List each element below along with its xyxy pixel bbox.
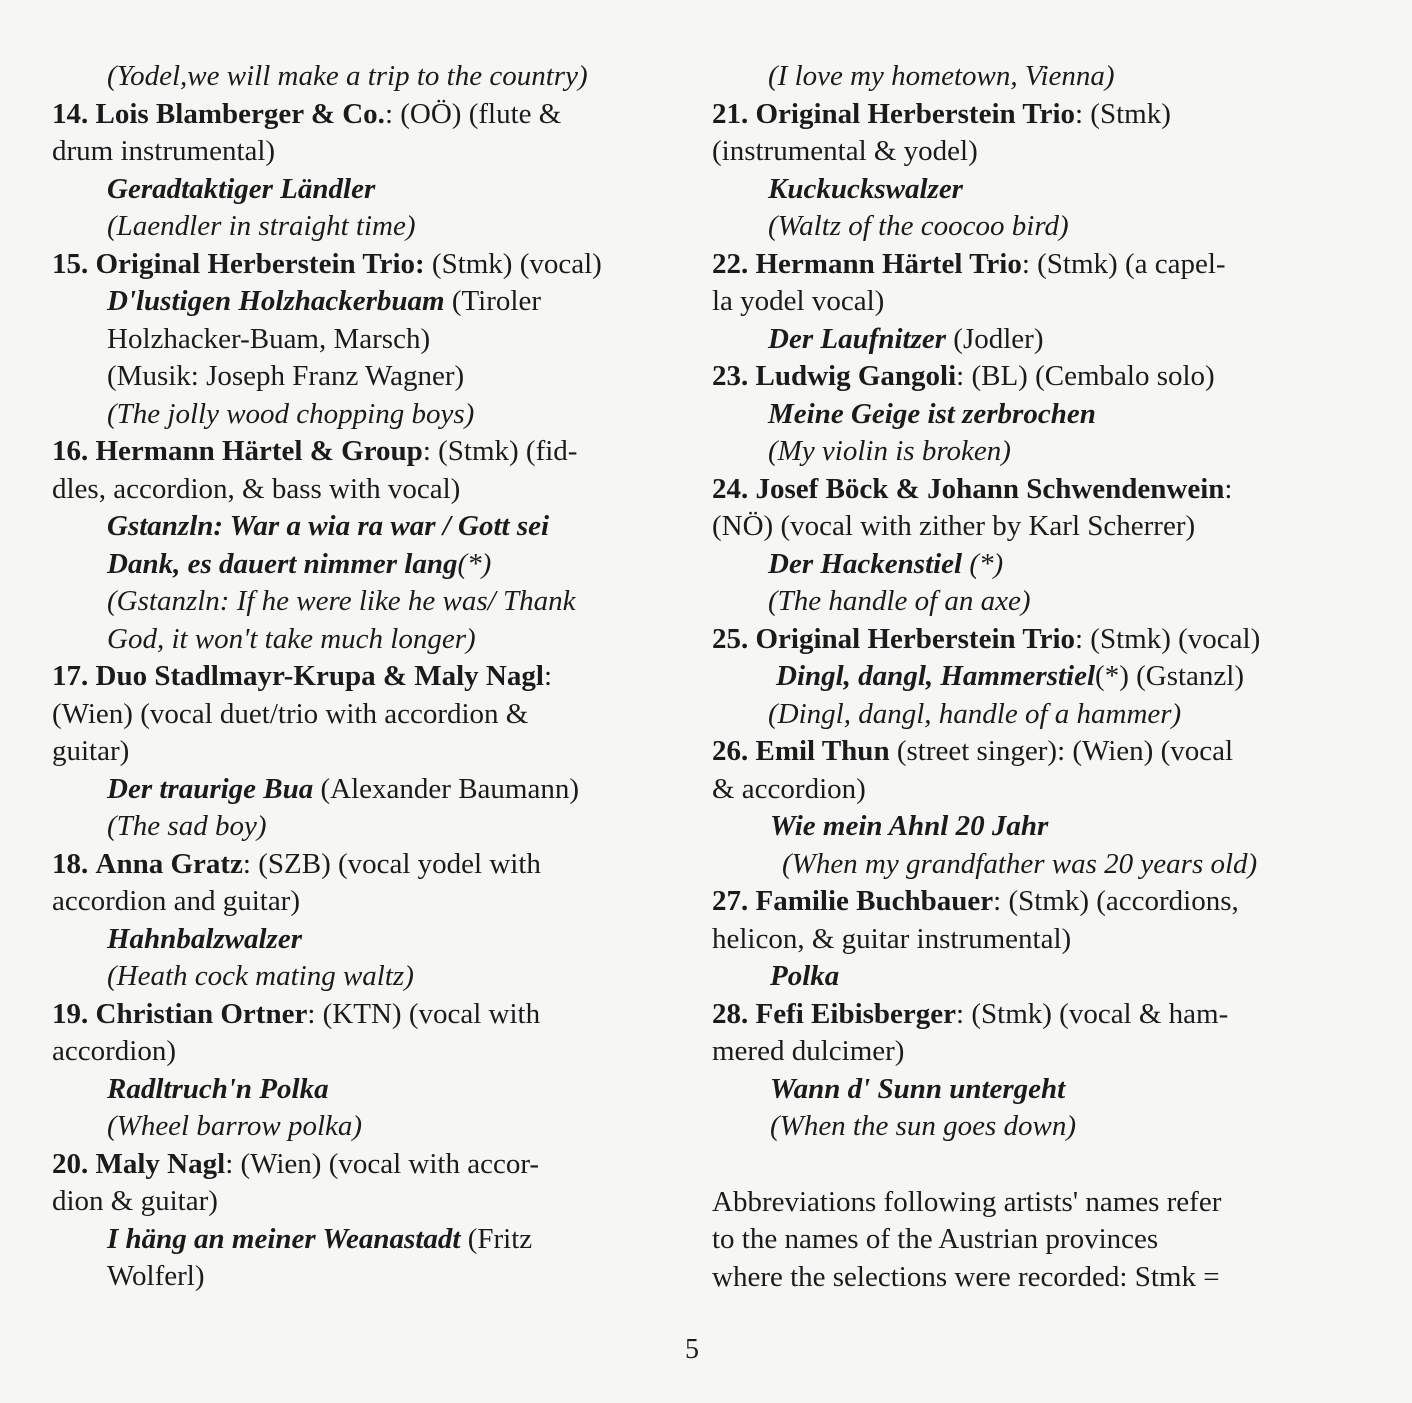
track-details: (Stmk) (vocal) [424, 247, 602, 280]
track-title-line [712, 658, 1334, 696]
track-details: la yodel vocal) [712, 285, 885, 317]
track-number: 18. [52, 847, 89, 880]
track-details: (Wien) (vocal duet/trio with accordion & [52, 697, 529, 730]
track-title-extra: (Jodler) [946, 322, 1044, 355]
track-details: : (Stmk) (vocal & ham- [956, 997, 1229, 1030]
track-details: : (Stmk) [1075, 97, 1171, 130]
track-artist: Emil Thun [755, 735, 890, 767]
track-title-line [52, 771, 662, 809]
track-details: & accordion) [712, 772, 866, 805]
track-details: (instrumental & yodel) [712, 135, 978, 167]
track-details: : (KTN) (vocal with [307, 997, 541, 1030]
track-title-line [52, 1221, 662, 1259]
track-artist: Christian Ortner [95, 997, 308, 1030]
track-25-header [712, 621, 1334, 659]
track-translation: (Dingl, dangl, handle of a hammer) [768, 697, 1182, 730]
spacer [712, 1146, 1334, 1184]
abbreviations-line: where the selections were recorded: Stmk = [712, 1260, 1220, 1293]
track-22-header [712, 246, 1334, 284]
track-translation: (The handle of an axe) [768, 585, 1031, 617]
page-number-text: 5 [685, 1334, 699, 1365]
track-number: 14. [52, 97, 89, 130]
track-details: : (Wien) (vocal with accor- [225, 1147, 540, 1180]
track-artist: Hermann Härtel Trio [755, 247, 1022, 280]
track-artist: Familie Buchbauer [755, 885, 994, 917]
track-title-extra: (Alexander Baumann) [313, 772, 579, 805]
track-translation: (My violin is broken) [768, 435, 1011, 467]
track-details: : (BL) (Cembalo solo) [956, 360, 1215, 392]
track-title-line [712, 546, 1334, 584]
right-column [712, 58, 1334, 1296]
track-title: Hahnbalzwalzer [107, 922, 302, 955]
track-translation: (Yodel,we will make a trip to the country) [107, 60, 588, 92]
track-artist: Original Herberstein Trio [755, 97, 1075, 130]
track-artist: Maly Nagl [95, 1147, 226, 1180]
track-details: dles, accordion, & bass with vocal) [52, 472, 461, 505]
track-title: D'lustigen Holzhackerbuam [107, 285, 445, 317]
track-details: : (Stmk) (vocal) [1075, 622, 1261, 655]
track-translation: (When the sun goes down) [770, 1110, 1077, 1142]
track-17-header [52, 658, 662, 696]
track-artist: Lois Blamberger & Co. [95, 97, 385, 130]
track-details: : (Stmk) (accordions, [993, 885, 1239, 917]
track-details: : [1224, 472, 1233, 505]
track-artist: Duo Stadlmayr-Krupa & Maly Nagl [95, 660, 544, 692]
track-title: Der traurige Bua [107, 772, 314, 805]
track-artist: Anna Gratz [95, 847, 243, 880]
track-title-line [712, 321, 1334, 359]
track-number: 21. [712, 97, 749, 130]
track-title-extra: (Tiroler [444, 285, 541, 317]
track-details: : (OÖ) (flute & [384, 97, 562, 130]
track-credit: (Musik: Joseph Franz Wagner) [107, 360, 465, 392]
track-translation: (I love my hometown, Vienna) [768, 60, 1115, 92]
track-title: Dank, es dauert nimmer lang [107, 547, 458, 580]
track-details: guitar) [52, 735, 130, 767]
abbreviations-line: to the names of the Austrian provinces [712, 1223, 1159, 1255]
track-number: 19. [52, 997, 89, 1030]
track-title-mark: (*) [962, 547, 1004, 580]
track-title: Wie mein Ahnl 20 Jahr [770, 810, 1049, 842]
track-details: mered dulcimer) [712, 1035, 905, 1067]
track-artist: Ludwig Gangoli [755, 360, 957, 392]
track-translation: (The jolly wood chopping boys) [107, 397, 475, 430]
abbreviations-line: Abbreviations following artists' names refer [712, 1185, 1222, 1218]
track-translation: (Waltz of the coocoo bird) [768, 210, 1069, 242]
track-details: (NÖ) (vocal with zither by Karl Scherrer) [712, 510, 1196, 542]
track-translation: (Gstanzln: If he were like he was/ Thank [107, 585, 576, 617]
track-26-header [712, 733, 1334, 771]
track-details: drum instrumental) [52, 135, 276, 167]
track-title-extra: (Fritz [460, 1222, 533, 1255]
track-title: Radltruch'n Polka [107, 1072, 329, 1105]
track-number: 16. [52, 435, 89, 467]
track-details: : (Stmk) (fid- [422, 435, 578, 467]
track-details: : (Stmk) (a capel- [1021, 247, 1226, 280]
track-title: Polka [770, 960, 840, 992]
left-column [52, 58, 662, 1296]
track-20-header [52, 1146, 662, 1184]
track-number: 28. [712, 997, 749, 1030]
track-translation: (Laendler in straight time) [107, 210, 416, 242]
track-number: 22. [712, 247, 749, 280]
track-artist: Josef Böck & Johann Schwendenwein [755, 472, 1225, 505]
track-details: dion & guitar) [52, 1185, 218, 1217]
track-details: : (SZB) (vocal yodel with [242, 847, 541, 880]
track-translation: God, it won't take much longer) [107, 622, 476, 655]
track-artist: Original Herberstein Trio: [95, 247, 425, 280]
track-details: : [543, 660, 552, 692]
track-translation: (When my grandfather was 20 years old) [782, 847, 1258, 880]
track-translation: (The sad boy) [107, 810, 267, 842]
track-details: (street singer): (Wien) (vocal [889, 735, 1234, 767]
track-artist: Original Herberstein Trio [755, 622, 1075, 655]
track-number: 15. [52, 247, 89, 280]
track-title-line [52, 283, 662, 321]
track-title-extra: (*) (Gstanzl) [1095, 660, 1244, 692]
track-16-header [52, 433, 662, 471]
track-title-mark: (*) [457, 547, 492, 580]
track-18-header [52, 846, 662, 884]
track-artist: Fefi Eibisberger [755, 997, 957, 1030]
track-28-header [712, 996, 1334, 1034]
track-number: 25. [712, 622, 749, 655]
track-23-header [712, 358, 1334, 396]
track-translation: (Heath cock mating waltz) [107, 960, 414, 992]
track-number: 23. [712, 360, 749, 392]
track-15-header [52, 246, 662, 284]
track-title: Dingl, dangl, Hammerstiel [776, 660, 1096, 692]
track-title-extra: Holzhacker-Buam, Marsch) [107, 322, 431, 355]
track-number: 26. [712, 735, 749, 767]
page-number [0, 1334, 1412, 1366]
track-title: Meine Geige ist zerbrochen [768, 397, 1096, 430]
track-14-header [52, 96, 662, 134]
track-number: 24. [712, 472, 749, 505]
track-title: Kuckuckswalzer [768, 172, 963, 205]
track-number: 20. [52, 1147, 89, 1180]
track-title-extra: Wolferl) [107, 1260, 205, 1292]
track-details: accordion and guitar) [52, 885, 301, 917]
track-title-line [52, 546, 662, 584]
track-19-header [52, 996, 662, 1034]
track-27-header [712, 883, 1334, 921]
track-details: helicon, & guitar instrumental) [712, 922, 1072, 955]
track-title: Der Hackenstiel [768, 547, 963, 580]
track-title: Der Laufnitzer [768, 322, 947, 355]
track-title: Wann d' Sunn untergeht [770, 1072, 1066, 1105]
track-details: accordion) [52, 1035, 176, 1067]
track-title: Geradtaktiger Ländler [107, 172, 376, 205]
track-number: 17. [52, 660, 89, 692]
track-title: Gstanzln: War a wia ra war / Gott sei [107, 510, 550, 542]
track-21-header [712, 96, 1334, 134]
track-translation: (Wheel barrow polka) [107, 1110, 363, 1142]
track-24-header [712, 471, 1334, 509]
track-number: 27. [712, 885, 749, 917]
track-title: I häng an meiner Weanastadt [107, 1222, 461, 1255]
track-artist: Hermann Härtel & Group [95, 435, 423, 467]
